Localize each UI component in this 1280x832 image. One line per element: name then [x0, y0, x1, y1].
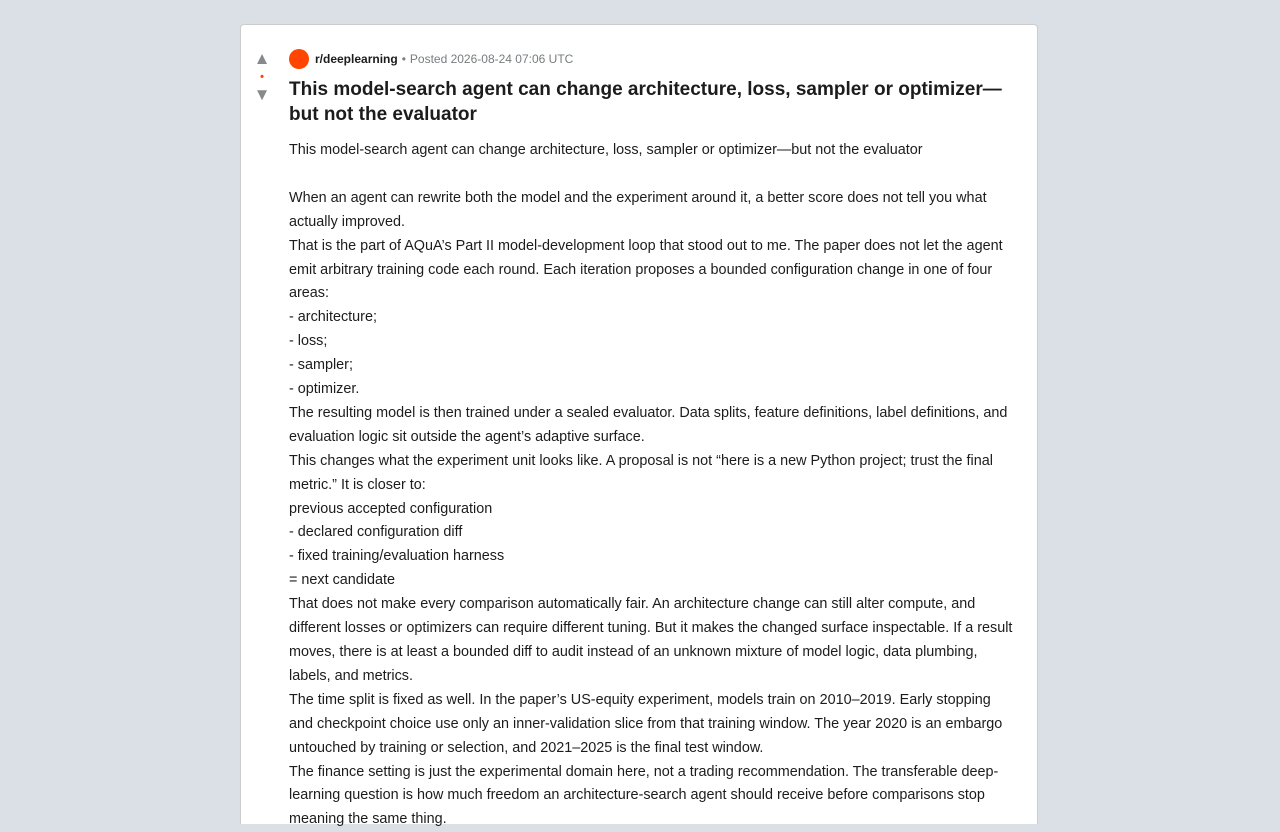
- upvote-icon[interactable]: ▲: [253, 49, 271, 68]
- subreddit-link[interactable]: r/deeplearning: [315, 52, 398, 66]
- post-title[interactable]: This model-search agent can change architecture, loss, sampler or optimizer—but not the evaluator: [289, 79, 1002, 125]
- body-paragraph: - fixed training/evaluation harness: [289, 548, 505, 565]
- subreddit-avatar[interactable]: [289, 49, 309, 69]
- body-paragraph: When an agent can rewrite both the model and the experiment around it, a better score does not tell you what actually improved.: [289, 189, 987, 230]
- body-paragraph: - architecture;: [289, 309, 377, 326]
- body-paragraph: That does not make every comparison automatically fair. An architecture change can still alter compute, and different losses or optimizers can require different tuning. But it makes the changed surface inspectable. If a result moves, there is at least a bounded diff to audit instead of an unknown mixture of model logic, data plumbing, labels, and metrics.: [289, 596, 1013, 684]
- post-timestamp: Posted 2026-08-24 07:06 UTC: [409, 52, 574, 66]
- body-paragraph: = next candidate: [289, 572, 396, 589]
- body-paragraph: The resulting model is then trained under a sealed evaluator. Data splits, feature definitions, label definitions, and evaluation logic sit outside the agent’s adaptive surface.: [289, 404, 1008, 445]
- post-meta: [289, 49, 1017, 69]
- body-paragraph: - declared configuration diff: [289, 524, 463, 541]
- body-paragraph: The time split is fixed as well. In the paper’s US-equity experiment, models train on 2010–2019. Early stopping and checkpoint choice use only an inner-validation slice from that training window. The year 2020 is an embargo untouched by training or selection, and 2021–2025 is the final test window.: [289, 691, 1003, 756]
- body-paragraph: That is the part of AQuA’s Part II model-development loop that stood out to me. The paper does not let the agent emit arbitrary training code each round. Each iteration proposes a bounded configuration change in one of four areas:: [289, 237, 1003, 302]
- body-paragraph: - optimizer.: [289, 381, 360, 398]
- body-paragraph: [289, 163, 1017, 187]
- body-paragraph: - sampler;: [289, 357, 353, 374]
- body-paragraph: previous accepted configuration: [289, 500, 493, 517]
- vote-score: •: [260, 71, 264, 83]
- post-body: [289, 139, 1017, 832]
- body-paragraph: - loss;: [289, 333, 328, 350]
- body-paragraph: This model-search agent can change architecture, loss, sampler or optimizer—but not the evaluator: [289, 142, 923, 158]
- body-paragraph: This changes what the experiment unit looks like. A proposal is not “here is a new Python project; trust the final metric.” It is closer to:: [289, 452, 993, 493]
- post-card: [240, 24, 1038, 828]
- body-paragraph: The finance setting is just the experimental domain here, not a trading recommendation. The transferable deep-learning question is how much freedom an architecture-search agent should receive before comparisons stop meaning the same thing.: [289, 763, 999, 828]
- downvote-icon[interactable]: ▼: [253, 85, 271, 104]
- meta-separator: •: [401, 52, 406, 66]
- post-content: [289, 49, 1017, 832]
- vote-column: [249, 49, 275, 105]
